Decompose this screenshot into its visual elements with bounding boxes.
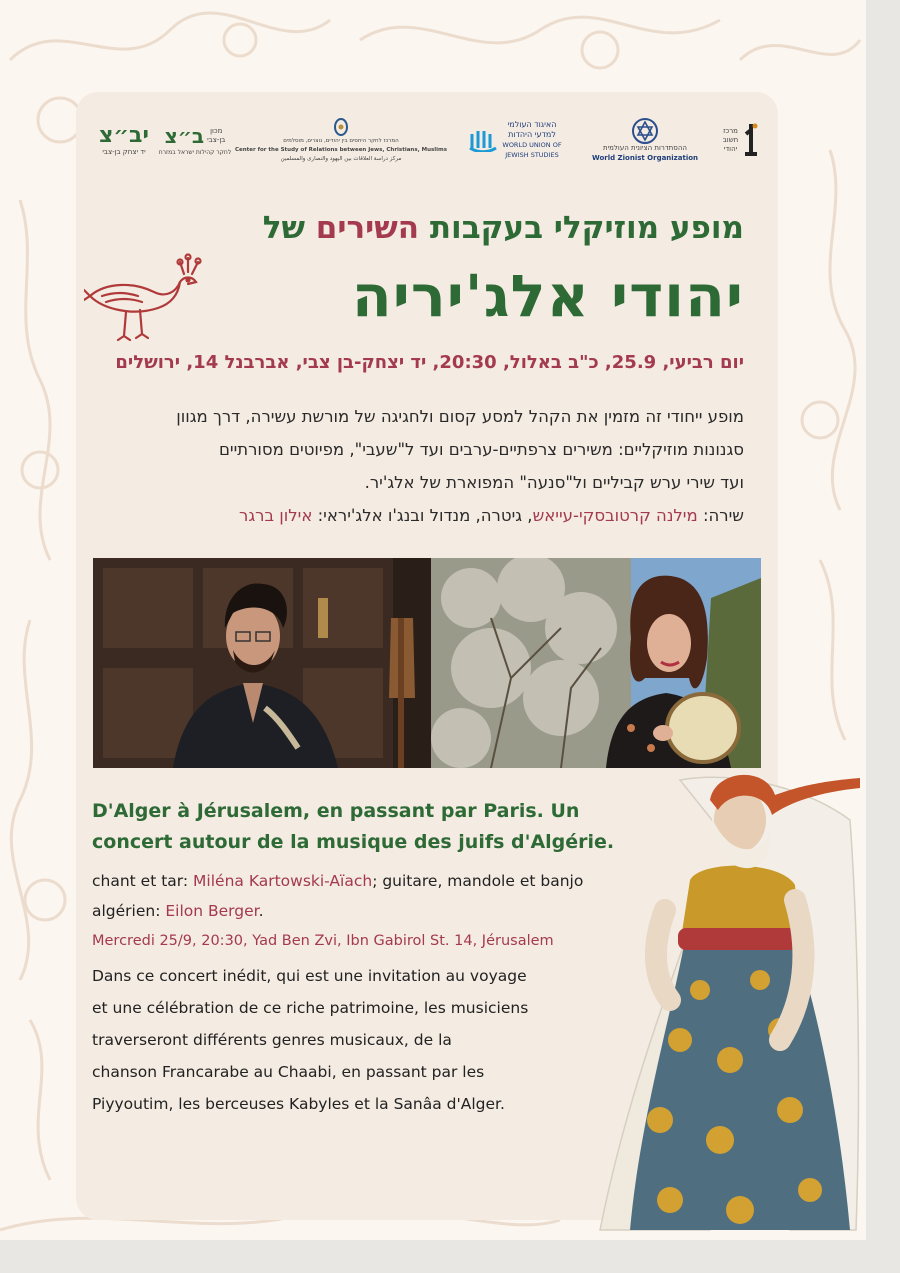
ben-zvi-institute-line1: מכון: [210, 126, 223, 135]
mercaz-mark-icon: [741, 120, 761, 160]
center-relations-line2: Center for the Study of Relations between Jews, Christians, Muslims: [234, 146, 448, 153]
photo-singer: [431, 558, 761, 768]
musician-photos: [93, 558, 761, 768]
mercaz-line3: יהודי: [723, 144, 738, 153]
hebrew-credits-label2: , גיטרה, מנדול ובנג'ו אלג'יראי:: [312, 506, 533, 525]
hebrew-title-text: מופע מוזיקלי בעקבות: [419, 210, 744, 246]
french-body-line5: Piyyoutim, les berceuses Kabyles et la Sanâa d'Alger.: [92, 1095, 505, 1113]
french-credits-label2: ; guitare, mandole et banjo: [372, 872, 584, 890]
algerian-woman-illustration: [560, 760, 866, 1240]
hebrew-title-line1: [104, 210, 744, 246]
hebrew-credits-name1: מילנה קרטובסקי-עייאש: [532, 506, 698, 525]
hebrew-body-line1: מופע ייחודי זה מזמין את הקהל למסע קסום ולחגיגה של מורשת עשירה, דרך מגוון: [176, 407, 744, 426]
sponsor-logos: [90, 100, 770, 180]
world-union-line4: JEWISH STUDIES: [505, 151, 559, 159]
french-credits-name2: Eilon Berger: [165, 902, 259, 920]
center-relations-line1: המרכז לחקר היחסים בין יהודים, נוצרים, מוסלמים: [283, 137, 399, 144]
french-credits-label1: chant et tar:: [92, 872, 194, 890]
logo-wzo: [590, 100, 700, 180]
french-body-line2: et une célébration de ce riche patrimoine, les musiciens: [92, 999, 529, 1017]
hebrew-title-text-end: של: [262, 210, 316, 246]
hebrew-credits-name2: אילון ברגר: [239, 506, 313, 525]
ben-zvi-institute-caption: לחקר קהילות ישראל במזרח: [158, 148, 232, 156]
logo-world-union: [460, 100, 570, 180]
hebrew-title-line2: יהודי אלג'יריה: [351, 262, 744, 330]
photo-guitarist: [93, 558, 431, 768]
french-credits-end: .: [258, 902, 264, 920]
french-credits-label3: algérien:: [92, 902, 166, 920]
wzo-line2: World Zionist Organization: [591, 153, 699, 162]
wzo-star-icon: [632, 118, 658, 144]
french-body-line1: Dans ce concert inédit, qui est une invitation au voyage: [92, 967, 527, 985]
world-union-line3: WORLD UNION OF: [502, 141, 562, 149]
center-relations-line3: مركز دراسة العلاقات بين اليهود والنصارى والمسلمين: [280, 155, 402, 162]
french-body: [92, 960, 632, 1120]
hebrew-body-line3: ועד שירי ערש קביליים ול"סנעה" המפוארת של אלג'יר.: [364, 473, 744, 492]
bird-illustration: [84, 252, 204, 352]
world-union-line1: האיגוד העולמי: [507, 120, 557, 129]
ben-zvi-institute-mark: ב״צ: [164, 123, 205, 148]
logo-mercaz: [714, 100, 770, 180]
french-title-line2: concert autour de la musique des juifs d'Algérie.: [92, 831, 615, 853]
world-union-emblem-icon: [468, 128, 498, 152]
french-body-line3: traverseront différents genres musicaux, de la: [92, 1031, 452, 1049]
hebrew-credits-line: [64, 499, 744, 532]
wzo-line1: ההסתדרות הציונית העולמית: [603, 143, 687, 152]
french-date-line: Mercredi 25/9, 20:30, Yad Ben Zvi, Ibn Gabirol St. 14, Jérusalem: [92, 933, 554, 949]
hebrew-body: [64, 400, 744, 532]
hebrew-title-accent: השירים: [315, 210, 420, 246]
yad-ben-zvi-caption: יד יצחק בן-צבי: [102, 148, 146, 156]
yad-ben-zvi-mark: יב״צ: [99, 123, 149, 148]
ben-zvi-institute-line2: בן-צבי: [207, 135, 226, 144]
mercaz-line1: מרכז: [723, 126, 738, 135]
logo-ben-zvi-institute: [160, 100, 230, 180]
mercaz-line2: חשוב: [722, 135, 739, 144]
hebrew-credits-label1: שירה:: [697, 506, 744, 525]
logo-center-relations: [234, 100, 448, 180]
french-body-line4: chanson Francarabe au Chaabi, en passant par les: [92, 1063, 485, 1081]
center-relations-emblem-icon: [333, 117, 349, 137]
logo-yad-ben-zvi: [94, 100, 154, 180]
world-union-line2: למדעי היהדות: [508, 130, 556, 139]
hebrew-date-line: יום רביעי, 25.9, כ"ב באלול, 20:30, יד יצחק-בן צבי, אברבנל 14, ירושלים: [115, 352, 744, 373]
hebrew-body-line2: סגנונות מוזיקליים: משירים צרפתיים-ערבים ועד ל"שעבי", מפיוטים מסורתיים: [218, 440, 744, 459]
french-credits-name1: Miléna Kartowski-Aïach: [193, 872, 373, 890]
french-title-line1: D'Alger à Jérusalem, en passant par Paris. Un: [92, 800, 580, 822]
